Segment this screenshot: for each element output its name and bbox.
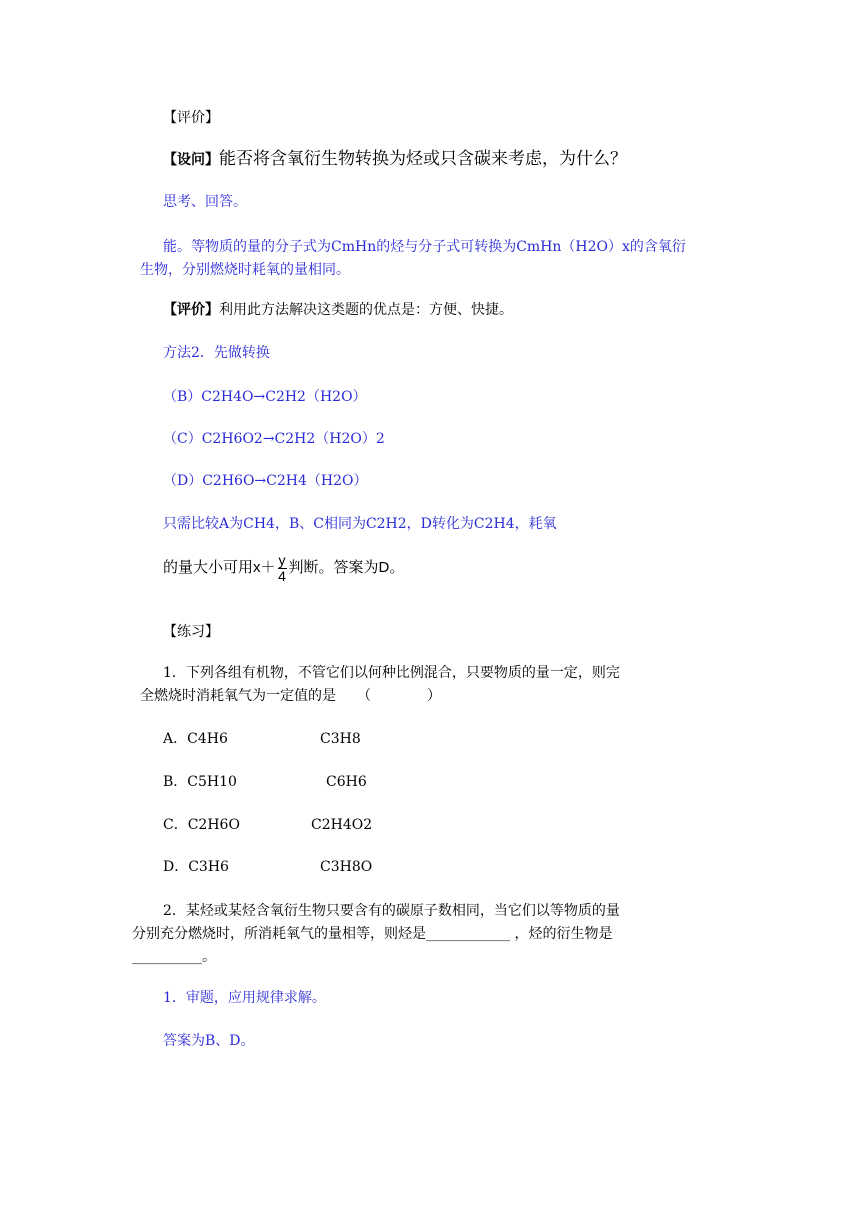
option-a-second: C3H8 bbox=[320, 731, 361, 747]
conversion-b: （B）C2H4O→C2H2（H2O） bbox=[163, 389, 367, 405]
compare-line: 只需比较A为CH4，B、C相同为C2H2，D转化为C2H4，耗氧 bbox=[163, 516, 557, 532]
eval-tag-2: 【评价】 bbox=[163, 302, 219, 318]
option-d: D．C3H6 bbox=[163, 859, 229, 875]
question-tag: 【设问】 bbox=[163, 152, 219, 168]
option-c: C．C2H6O bbox=[163, 817, 240, 833]
fraction-numerator: y bbox=[278, 551, 286, 568]
judge-suffix: 判断。答案为D。 bbox=[288, 559, 405, 576]
option-a: A．C4H6 bbox=[163, 731, 228, 747]
judge-prefix: 的量大小可用x＋ bbox=[163, 559, 276, 576]
answer-line-1: 能。等物质的量的分子式为CmHn的烃与分子式可转换为CmHn（H2O）x的含氧衍 bbox=[163, 239, 686, 255]
think-answer: 思考、回答。 bbox=[163, 194, 247, 210]
eval-text-2: 利用此方法解决这类题的优点是：方便、快捷。 bbox=[219, 302, 513, 318]
judge-line bbox=[163, 550, 404, 586]
question-2-line-1: 2．某烃或某烃含氧衍生物只要含有的碳原子数相同，当它们以等物质的量 bbox=[163, 903, 620, 919]
fraction-y-over-4 bbox=[278, 553, 287, 584]
question-2-line-2: 分别充分燃烧时，所消耗氧气的量相等，则烃是____________ ，烃的衍生物是 bbox=[132, 926, 613, 942]
question-text: 能否将含氧衍生物转换为烃或只含碳来考虑，为什么？ bbox=[219, 149, 627, 169]
conversion-d: （D）C2H6O→C2H4（H2O） bbox=[163, 473, 368, 489]
question-2-line-3: __________。 bbox=[132, 949, 216, 965]
option-c-second: C2H4O2 bbox=[311, 817, 373, 833]
practice-heading: 【练习】 bbox=[163, 624, 219, 640]
question-line bbox=[163, 148, 627, 171]
option-d-second: C3H8O bbox=[320, 859, 373, 875]
solution-1-answer: 答案为B、D。 bbox=[163, 1033, 255, 1049]
answer-line-2: 生物，分别燃烧时耗氧的量相同。 bbox=[140, 262, 350, 278]
question-1-line-1: 1．下列各组有机物，不管它们以何种比例混合，只要物质的量一定，则完 bbox=[163, 665, 620, 681]
eval-heading-1: 【评价】 bbox=[163, 110, 219, 126]
method-2-heading: 方法2．先做转换 bbox=[163, 345, 270, 361]
option-b-second: C6H6 bbox=[326, 774, 367, 790]
option-b: B．C5H10 bbox=[163, 774, 237, 790]
eval-line-2 bbox=[163, 299, 513, 321]
solution-1: 1．审题，应用规律求解。 bbox=[163, 990, 326, 1006]
conversion-c: （C）C2H6O2→C2H2（H2O）2 bbox=[163, 431, 385, 447]
question-1-line-2: 全燃烧时消耗氧气为一定值的是 （ ） bbox=[140, 688, 441, 704]
fraction-denominator: 4 bbox=[278, 567, 286, 584]
